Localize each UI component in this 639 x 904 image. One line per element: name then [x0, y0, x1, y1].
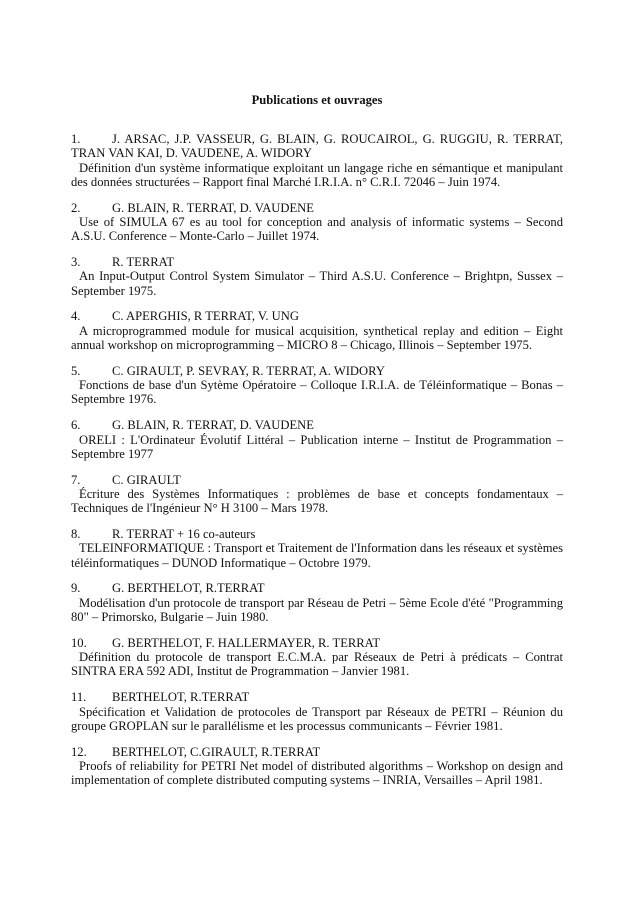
entry-authors: C. APERGHIS, R TERRAT, V. UNG — [112, 309, 299, 324]
entry-number: 8. — [71, 527, 81, 542]
publication-entry-7 — [71, 473, 563, 516]
entry-header — [71, 201, 563, 215]
publication-entry-12 — [71, 745, 563, 788]
entry-authors: G. BLAIN, R. TERRAT, D. VAUDENE — [112, 200, 314, 215]
entry-header — [71, 690, 563, 704]
publication-entry-5 — [71, 364, 563, 407]
entry-authors: G. BLAIN, R. TERRAT, D. VAUDENE — [112, 418, 314, 433]
entry-description: Définition du protocole de transport E.C.M.A. par Réseaux de Petri à prédicats – Contrat SINTRA ERA 592 ADI, Institut de Programmation – Janvier 1981. — [71, 650, 563, 679]
entry-header — [71, 418, 563, 432]
publication-entry-11 — [71, 690, 563, 733]
entry-description: Fonctions de base d'un Sytème Opératoire – Colloque I.R.I.A. de Téléinformatique – Bonas – Septembre 1976. — [71, 378, 563, 407]
entry-number: 5. — [71, 363, 81, 378]
entry-description: Écriture des Systèmes Informatiques : problèmes de base et concepts fondamentaux – Techniques de l'Ingénieur N° H 3100 – Mars 1978. — [71, 486, 563, 516]
entry-authors: G. BERTHELOT, F. HALLERMAYER, R. TERRAT — [112, 635, 381, 650]
entry-description: TELEINFORMATIQUE : Transport et Traitement de l'Information dans les réseaux et systèmes téléinformatiques – DUNOD Informatique – Octobre 1979. — [71, 541, 563, 570]
entry-number: 11. — [71, 690, 87, 705]
entry-number: 4. — [71, 309, 81, 324]
entry-header — [71, 636, 563, 650]
entry-number: 7. — [71, 472, 81, 487]
entry-authors: J. ARSAC, J.P. VASSEUR, G. BLAIN, G. ROUCAIROL, G. RUGGIU, R. TERRAT, — [112, 132, 563, 146]
entry-header — [71, 309, 563, 323]
entry-authors: C. GIRAULT — [112, 472, 181, 487]
entry-description: A microprogrammed module for musical acquisition, synthetical replay and edition – Eight annual workshop on microprogramming – MICRO 8 – Chicago, Illinois – September 1975. — [71, 323, 563, 353]
entry-header — [71, 745, 563, 759]
publication-entry-9 — [71, 581, 563, 624]
entry-authors: G. BERTHELOT, R.TERRAT — [112, 581, 265, 596]
publication-entry-3 — [71, 255, 563, 298]
entry-header — [71, 132, 563, 146]
document-page — [71, 92, 563, 799]
entry-description: Modélisation d'un protocole de transport par Réseau de Petri – 5ème Ecole d'été "Programming 80" – Primorsko, Bulgarie – Juin 1980. — [71, 595, 563, 625]
page-title: Publications et ouvrages — [251, 93, 383, 107]
entry-header — [71, 527, 563, 541]
entry-header — [71, 581, 563, 595]
entry-number: 12. — [71, 744, 87, 759]
entry-number: 10. — [71, 635, 87, 650]
entry-description: An Input-Output Control System Simulator – Third A.S.U. Conference – Brightpn, Sussex – September 1975. — [71, 269, 563, 298]
entry-header — [71, 255, 563, 269]
entry-header — [71, 473, 563, 487]
entry-number: 1. — [71, 132, 81, 146]
entry-authors: BERTHELOT, C.GIRAULT, R.TERRAT — [112, 744, 321, 759]
entry-number: 2. — [71, 200, 81, 215]
entry-description: Use of SIMULA 67 es au tool for conception and analysis of informatic systems – Second A.S.U. Conference – Monte-Carlo – Juillet 1974. — [71, 214, 563, 244]
publication-entry-2 — [71, 201, 563, 244]
entry-number: 6. — [71, 418, 81, 433]
entry-authors: C. GIRAULT, P. SEVRAY, R. TERRAT, A. WIDORY — [112, 363, 385, 378]
entry-description: ORELI : L'Ordinateur Évolutif Littéral – Publication interne – Institut de Programmation – Septembre 1977 — [71, 432, 563, 461]
publication-entry-10 — [71, 636, 563, 679]
entry-number: 9. — [71, 581, 81, 596]
entry-authors: R. TERRAT — [112, 255, 175, 270]
entry-authors: R. TERRAT + 16 co-auteurs — [112, 527, 256, 542]
publication-entry-4 — [71, 309, 563, 352]
publication-entry-6 — [71, 418, 563, 461]
publication-entry-8 — [71, 527, 563, 570]
publication-entry-1 — [71, 132, 563, 189]
entry-authors: BERTHELOT, R.TERRAT — [112, 690, 250, 705]
entry-number: 3. — [71, 255, 81, 270]
entry-authors-continued: TRAN VAN KAI, D. VAUDENE, A. WIDORY — [71, 146, 312, 161]
entry-description: Définition d'un système informatique exploitant un langage riche en sémantique et manipulant des données structurées – Rapport final Marché I.R.I.A. n° C.R.I. 72046 – Juin 1974. — [71, 160, 563, 189]
entry-description: Spécification et Validation de protocoles de Transport par Réseaux de PETRI – Réunion du groupe GROPLAN sur le parallélisme et les processus communicants – Février 1981. — [71, 704, 563, 733]
entry-header — [71, 364, 563, 378]
entry-description: Proofs of reliability for PETRI Net model of distributed algorithms – Workshop on design and implementation of complete distributed computing systems – INRIA, Versailles – April 1981. — [71, 758, 563, 788]
